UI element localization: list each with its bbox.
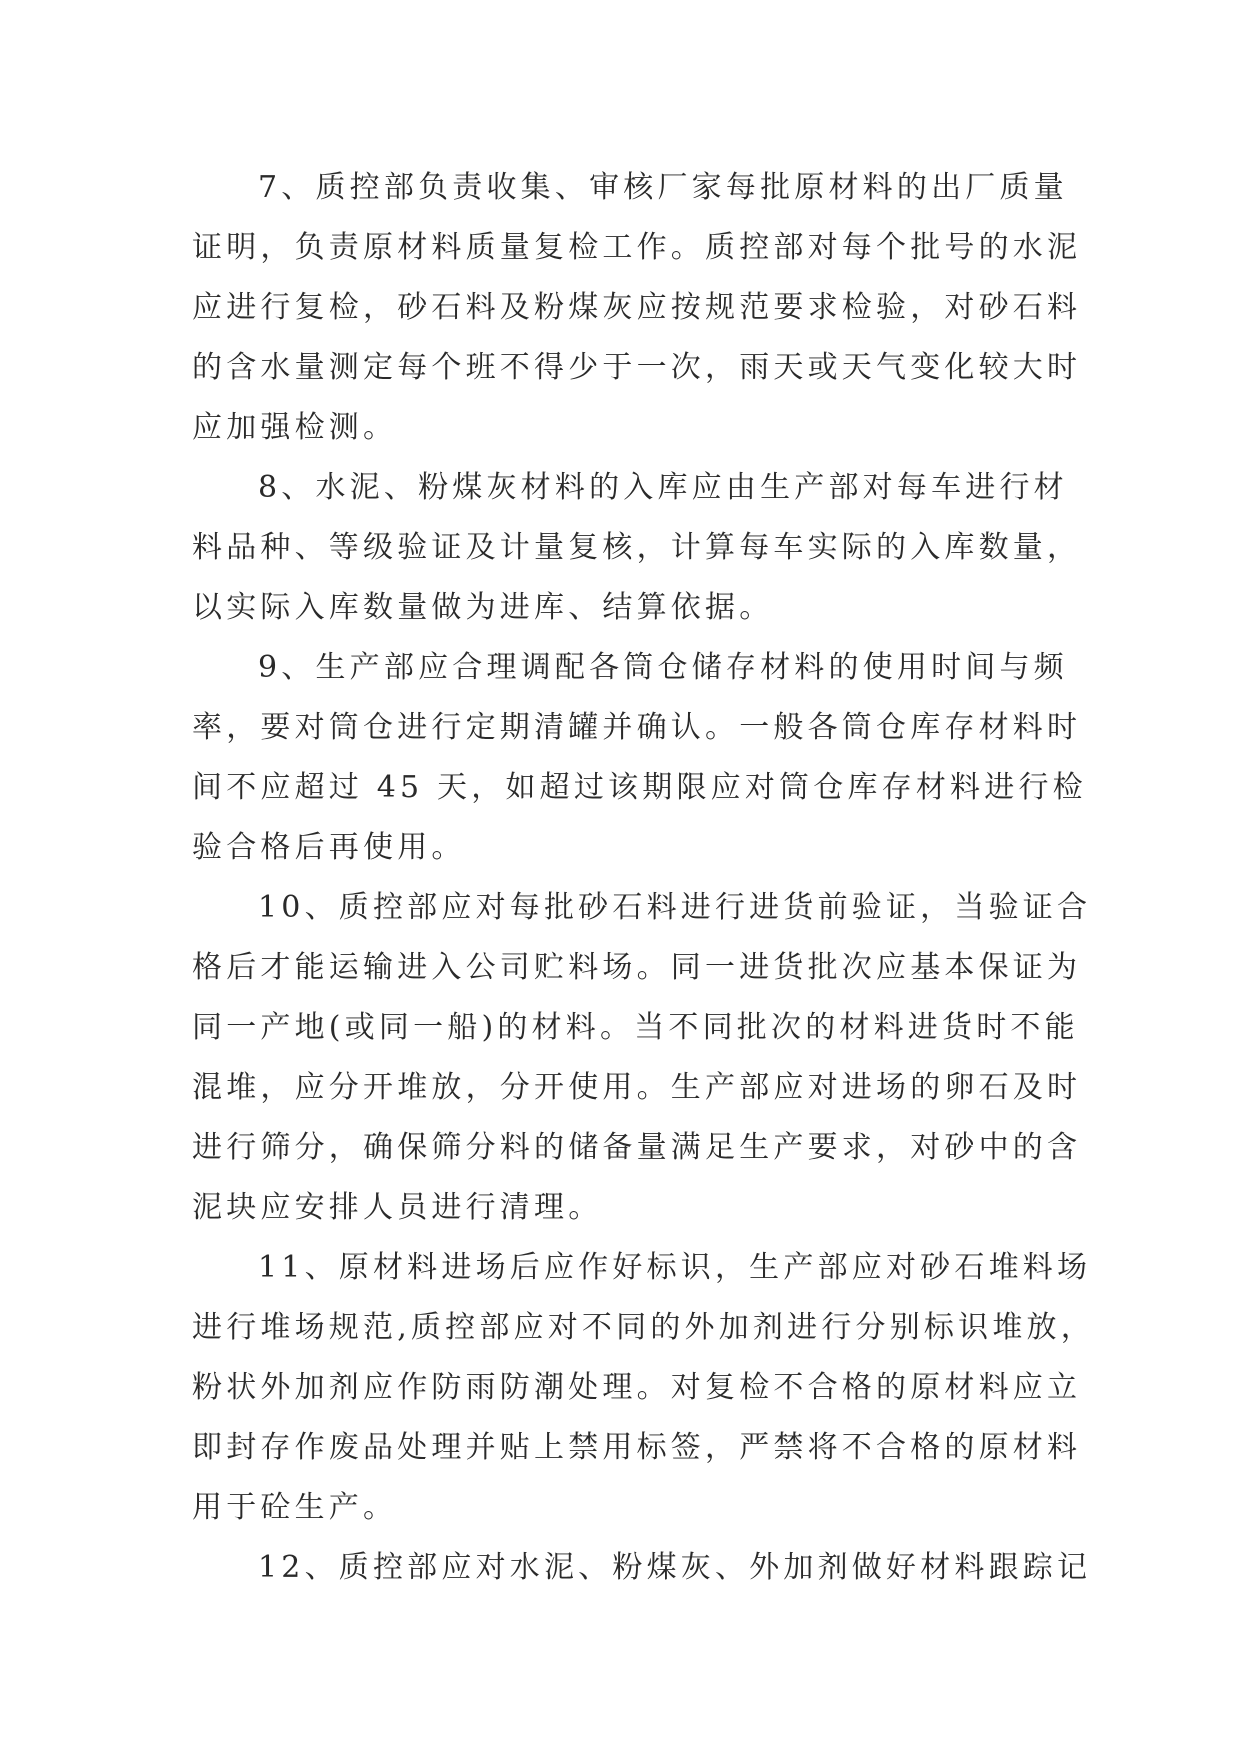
paragraph-line: 证明，负责原材料质量复检工作。质控部对每个批号的水泥 <box>192 230 1082 265</box>
paragraph-11 <box>192 1238 1095 1538</box>
paragraph-line: 12、质控部应对水泥、粉煤灰、外加剂做好材料跟踪记 <box>258 1550 1092 1585</box>
paragraph-line: 即封存作废品处理并贴上禁用标签，严禁将不合格的原材料 <box>192 1430 1082 1465</box>
paragraph-line: 以实际入库数量做为进库、结算依据。 <box>192 590 774 625</box>
paragraph-line: 应进行复检，砂石料及粉煤灰应按规范要求检验，对砂石料 <box>192 290 1082 325</box>
paragraph-line: 11、原材料进场后应作好标识，生产部应对砂石堆料场 <box>258 1250 1092 1285</box>
paragraph-12 <box>192 1538 1092 1598</box>
paragraph-line: 率，要对筒仓进行定期清罐并确认。一般各筒仓库存材料时 <box>192 710 1082 745</box>
paragraph-line: 8、水泥、粉煤灰材料的入库应由生产部对每车进行材 <box>258 470 1068 505</box>
paragraph-line: 10、质控部应对每批砂石料进行进货前验证，当验证合 <box>258 890 1092 925</box>
paragraph-line: 的含水量测定每个班不得少于一次，雨天或天气变化较大时 <box>192 350 1082 385</box>
document-body <box>192 158 1095 1598</box>
paragraph-8 <box>192 458 1082 638</box>
paragraph-line: 进行堆场规范,质控部应对不同的外加剂进行分别标识堆放， <box>192 1310 1095 1345</box>
paragraph-line: 料品种、等级验证及计量复核，计算每车实际的入库数量， <box>192 530 1082 565</box>
paragraph-line: 格后才能运输进入公司贮料场。同一进货批次应基本保证为 <box>192 950 1082 985</box>
paragraph-line: 间不应超过 45 天，如超过该期限应对筒仓库存材料进行检 <box>192 770 1087 805</box>
paragraph-line: 用于砼生产。 <box>192 1490 398 1525</box>
paragraph-line: 验合格后再使用。 <box>192 830 466 865</box>
paragraph-9 <box>192 638 1087 878</box>
paragraph-line: 进行筛分，确保筛分料的储备量满足生产要求，对砂中的含 <box>192 1130 1082 1165</box>
paragraph-line: 粉状外加剂应作防雨防潮处理。对复检不合格的原材料应立 <box>192 1370 1082 1405</box>
paragraph-line: 应加强检测。 <box>192 410 398 445</box>
paragraph-line: 7、质控部负责收集、审核厂家每批原材料的出厂质量 <box>258 170 1068 205</box>
paragraph-line: 泥块应安排人员进行清理。 <box>192 1190 603 1225</box>
paragraph-line: 混堆，应分开堆放，分开使用。生产部应对进场的卵石及时 <box>192 1070 1082 1105</box>
paragraph-line: 9、生产部应合理调配各筒仓储存材料的使用时间与频 <box>258 650 1068 685</box>
paragraph-10 <box>192 878 1092 1238</box>
paragraph-7 <box>192 158 1082 458</box>
paragraph-line: 同一产地(或同一船)的材料。当不同批次的材料进货时不能 <box>192 1010 1079 1045</box>
